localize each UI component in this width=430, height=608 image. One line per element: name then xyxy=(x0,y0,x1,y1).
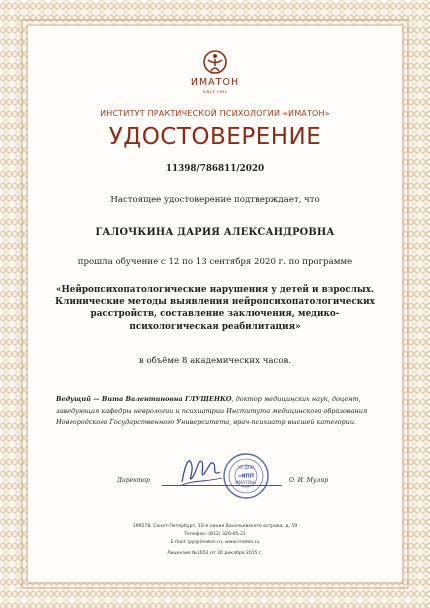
signature-icon xyxy=(176,452,226,492)
lecturer-block xyxy=(56,394,378,429)
holder-name: ГАЛОЧКИНА ДАРИЯ АЛЕКСАНДРОВНА xyxy=(95,227,335,238)
program-line: «Нейропсихопатологические нарушения у детей и взрослых. xyxy=(55,285,375,295)
stamp-text-top: ЧУ ДПО xyxy=(237,465,255,470)
document-title: УДОСТОВЕРЕНИЕ xyxy=(108,124,322,150)
confirm-text: Настоящее удостоверение подтверждает, что xyxy=(110,195,320,205)
stamp-text-middle: «ИПП xyxy=(238,473,254,480)
brand-since: SINCE 1990 xyxy=(202,90,228,94)
stamp-text-bottom: ИМАТОН» xyxy=(235,480,257,485)
brand-name: ИМАТОН xyxy=(190,77,240,88)
lecturer-name: Ведущий — Вита Валентиновна ГЛУЩЕНКО xyxy=(56,395,232,403)
director-label: Директор xyxy=(117,477,150,484)
study-text: прошла обучение с 12 по 13 сентября 2020 г. по программе xyxy=(77,257,353,267)
imaton-logo-icon xyxy=(203,50,227,76)
registration-number: 11398/786811/2020 xyxy=(165,164,265,174)
footer-phone: Телефон: (812) 320-05-21 xyxy=(184,532,246,537)
program-line: Клинические методы выявления нейропсихопатологических xyxy=(55,297,375,308)
program-title xyxy=(40,284,390,333)
director-name: О. И. Муляр xyxy=(289,477,329,484)
program-line: психологическая реабилитация» xyxy=(129,321,301,332)
stamp-icon xyxy=(222,452,270,500)
institute-name: ИНСТИТУТ ПРАКТИЧЕСКОЙ ПСИХОЛОГИИ «ИМАТОН» xyxy=(100,109,330,118)
footer-license: Лицензия №1652 от 30 декабря 2015 г. xyxy=(167,551,263,556)
program-line: расстройств, составление заключения, медико- xyxy=(90,309,340,320)
footer-email: E-mail: ipp@imaton.ru, www.imaton.ru xyxy=(170,540,260,545)
footer-address: 199178, Санкт-Петербург, 10-я линия Васильевского острова, д. 59 xyxy=(132,524,298,529)
lecturer-details: , доктор медицинских наук, доцент, заведующая кафедры неврологии и психиатрии Института медицинского образования Новгородского Государственного Университета, врач-психиатр высшей категории. xyxy=(56,395,368,426)
hours-text: в объёме 8 академических часов. xyxy=(138,356,292,366)
